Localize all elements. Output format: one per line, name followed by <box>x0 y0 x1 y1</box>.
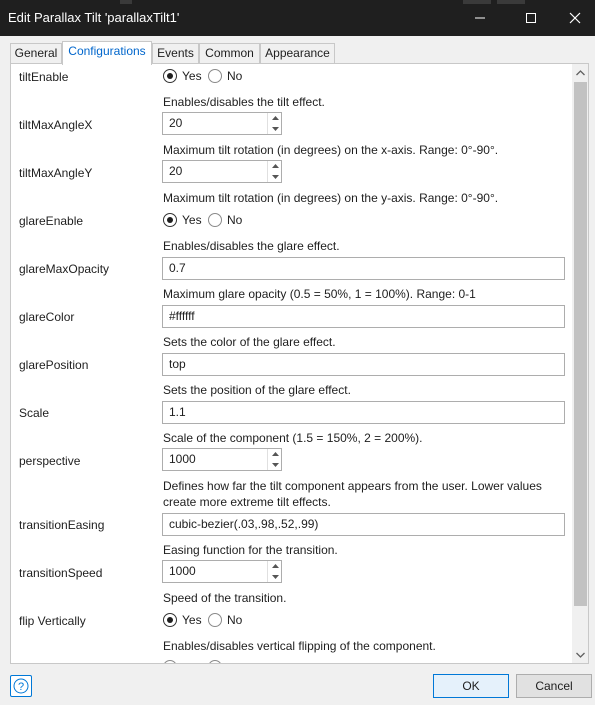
decrement-button[interactable] <box>268 124 282 134</box>
stepper-arrows <box>267 449 281 470</box>
glare-color-description: Sets the color of the glare effect. <box>163 335 336 349</box>
increment-button[interactable] <box>268 449 282 459</box>
decrement-button[interactable] <box>268 572 282 582</box>
partial-radio[interactable] <box>163 660 182 664</box>
flip-vertically-yes-radio[interactable] <box>163 613 202 627</box>
stepper-value: 20 <box>169 164 183 178</box>
vertical-scrollbar[interactable] <box>572 64 589 663</box>
transition-easing-description: Easing function for the transition. <box>163 543 338 557</box>
flip-vertically-description: Enables/disables vertical flipping of the component. <box>163 639 436 653</box>
stepper-arrows <box>267 161 281 182</box>
stepper-arrows <box>267 561 281 582</box>
scroll-up-button[interactable] <box>572 64 589 81</box>
help-glyph: ? <box>17 681 25 693</box>
minimize-button[interactable] <box>457 0 503 36</box>
flip-vertically-label: flip Vertically <box>19 614 86 628</box>
glare-enable-label: glareEnable <box>19 214 84 228</box>
scale-field[interactable]: 1.1 <box>162 401 565 424</box>
increment-button[interactable] <box>268 561 282 571</box>
glare-color-field[interactable]: #ffffff <box>162 305 565 328</box>
glare-max-opacity-description: Maximum glare opacity (0.5 = 50%, 1 = 100%). Range: 0-1 <box>163 287 476 301</box>
chevron-down-icon <box>272 127 279 131</box>
scrollbar-thumb[interactable] <box>574 82 587 606</box>
radio-label: No <box>227 213 243 227</box>
scale-description: Scale of the component (1.5 = 150%, 2 = 200%). <box>163 431 423 445</box>
configurations-panel <box>10 63 589 664</box>
glare-position-field[interactable]: top <box>162 353 565 376</box>
tilt-max-angle-x-description: Maximum tilt rotation (in degrees) on the x-axis. Range: 0°-90°. <box>163 143 499 157</box>
maximize-button[interactable] <box>508 0 554 36</box>
tab-general[interactable]: General <box>10 43 62 64</box>
flip-vertically-no-radio[interactable] <box>208 613 242 627</box>
close-icon <box>569 12 581 24</box>
stepper-arrows <box>267 113 281 134</box>
chevron-up-icon <box>272 164 279 168</box>
increment-button[interactable] <box>268 161 282 171</box>
chevron-down-icon <box>272 575 279 579</box>
radio-label: Yes <box>182 613 202 627</box>
maximize-icon <box>525 12 537 24</box>
decrement-button[interactable] <box>268 172 282 182</box>
stepper-value: 1000 <box>169 564 196 578</box>
window-title: Edit Parallax Tilt 'parallaxTilt1' <box>8 10 180 25</box>
scroll-down-button[interactable] <box>572 646 589 663</box>
tilt-enable-no-radio[interactable] <box>208 69 242 83</box>
title-bar-decoration <box>120 0 132 4</box>
title-bar <box>0 0 595 36</box>
chevron-up-icon <box>272 452 279 456</box>
help-button[interactable] <box>10 675 32 697</box>
tilt-enable-description: Enables/disables the tilt effect. <box>163 95 325 109</box>
radio-label: No <box>227 69 243 83</box>
tilt-enable-yes-radio[interactable] <box>163 69 202 83</box>
chevron-down-icon <box>576 652 585 658</box>
tilt-max-angle-y-label: tiltMaxAngleY <box>19 166 93 180</box>
radio-label: No <box>227 613 243 627</box>
increment-button[interactable] <box>268 113 282 123</box>
glare-enable-yes-radio[interactable] <box>163 213 202 227</box>
minimize-icon <box>474 12 486 24</box>
glare-enable-no-radio[interactable] <box>208 213 242 227</box>
glare-max-opacity-label: glareMaxOpacity <box>19 262 110 276</box>
tilt-enable-label: tiltEnable <box>19 70 69 84</box>
glare-position-label: glarePosition <box>19 358 89 372</box>
glare-max-opacity-field[interactable]: 0.7 <box>162 257 565 280</box>
tilt-max-angle-y-stepper[interactable] <box>162 160 282 183</box>
chevron-up-icon <box>272 564 279 568</box>
chevron-up-icon <box>272 116 279 120</box>
transition-speed-description: Speed of the transition. <box>163 591 287 605</box>
glare-color-label: glareColor <box>19 310 75 324</box>
ok-button[interactable]: OK <box>433 674 509 698</box>
tilt-max-angle-x-stepper[interactable] <box>162 112 282 135</box>
partial-radio[interactable] <box>208 660 227 664</box>
perspective-stepper[interactable] <box>162 448 282 471</box>
glare-enable-description: Enables/disables the glare effect. <box>163 239 340 253</box>
close-button[interactable] <box>552 0 595 36</box>
cancel-button[interactable]: Cancel <box>516 674 592 698</box>
perspective-label: perspective <box>19 454 81 468</box>
transition-easing-label: transitionEasing <box>19 518 105 532</box>
transition-easing-field[interactable]: cubic-bezier(.03,.98,.52,.99) <box>162 513 565 536</box>
radio-label: Yes <box>182 213 202 227</box>
stepper-value: 20 <box>169 116 183 130</box>
tab-events[interactable]: Events <box>152 43 199 64</box>
chevron-down-icon <box>272 463 279 467</box>
decrement-button[interactable] <box>268 460 282 470</box>
scale-label: Scale <box>19 406 50 420</box>
tilt-max-angle-x-label: tiltMaxAngleX <box>19 118 93 132</box>
radio-label: Yes <box>182 69 202 83</box>
tab-common[interactable]: Common <box>199 43 260 64</box>
transition-speed-stepper[interactable] <box>162 560 282 583</box>
chevron-up-icon <box>576 70 585 76</box>
tab-configurations[interactable]: Configurations <box>62 41 152 65</box>
transition-speed-label: transitionSpeed <box>19 566 103 580</box>
perspective-description: Defines how far the tilt component appears from the user. Lower values create more extreme tilt effects. <box>163 479 542 509</box>
glare-position-description: Sets the position of the glare effect. <box>163 383 351 397</box>
help-icon <box>13 678 29 694</box>
chevron-down-icon <box>272 175 279 179</box>
stepper-value: 1000 <box>169 452 196 466</box>
tilt-max-angle-y-description: Maximum tilt rotation (in degrees) on the y-axis. Range: 0°-90°. <box>163 191 499 205</box>
tab-appearance[interactable]: Appearance <box>260 43 335 64</box>
